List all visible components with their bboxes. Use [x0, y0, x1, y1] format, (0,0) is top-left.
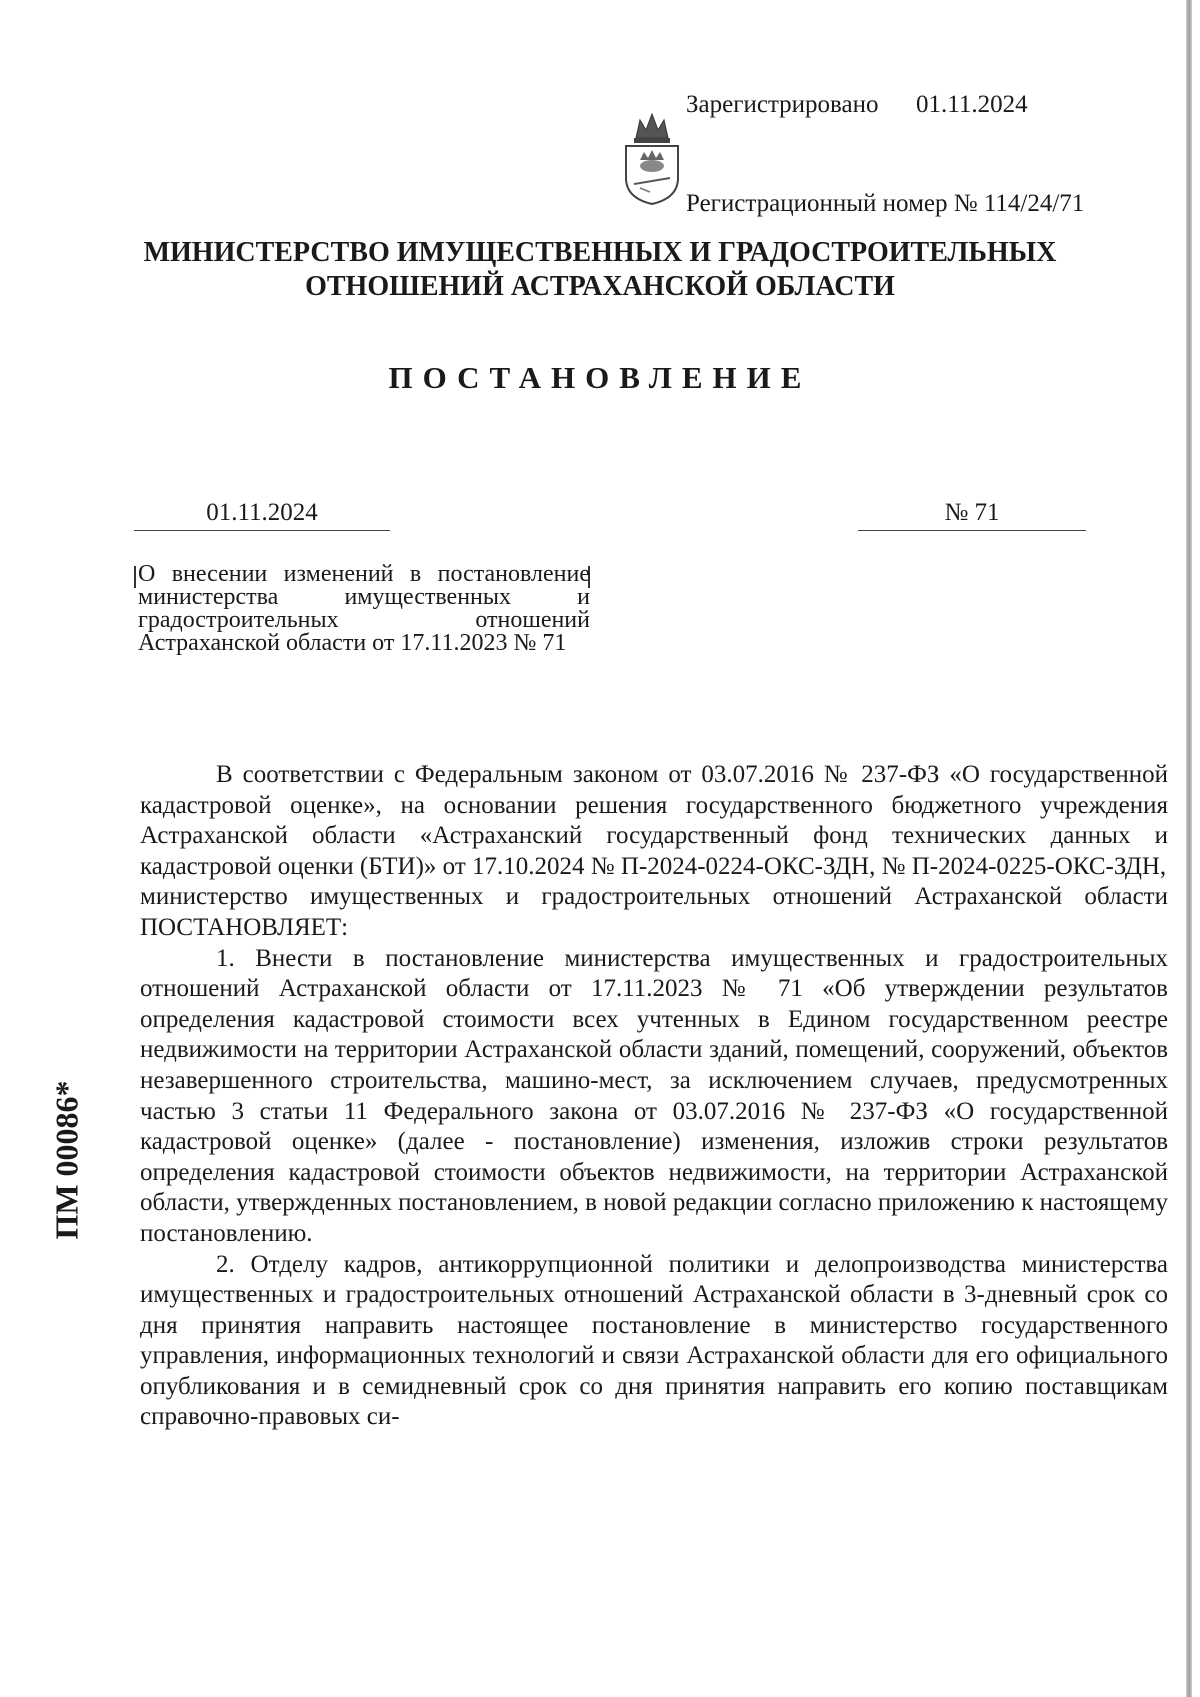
item-1-paragraph: 1. Внести в постановление министерства имущественных и градостроительных отношений Астраханской области от 17.11.2023 № 71 «Об утверждении результатов определения кадастровой стоимости всех учтенных в Едином государственном реестре недвижимости на территории Астраханской области зданий, помещений, сооружений, объектов незавершенного строительства, машино-мест, за исключением случаев, предусмотренных частью 3 статьи 11 Федерального закона от 03.07.2016 № 237-ФЗ «О государственной кадастровой оценке» (далее - постановление) изменения, изложив строки результатов определения кадастровой стоимости объектов недвижимости, на территории Астраханской области, утвержденных постановлением, в новой редакции согласно приложению к настоящему постановлению. [140, 944, 1168, 1247]
registration-date-line: Зарегистрировано 01.11.2024 [686, 91, 1028, 118]
ministry-name-line-2: ОТНОШЕНИЙ АСТРАХАНСКОЙ ОБЛАСТИ [305, 271, 895, 302]
registration-number-line: Регистрационный номер № 114/24/71 [686, 190, 1085, 217]
margin-stamp-text: ПМ 00086* [48, 1080, 85, 1240]
resolution-paragraph: министерство имущественных и градостроительных отношений Астраханской области ПОСТАНОВЛЯЕТ: [140, 883, 1168, 941]
ministry-name-line-1: МИНИСТЕРСТВО ИМУЩЕСТВЕННЫХ И ГРАДОСТРОИТЕЛЬНЫХ [143, 237, 1057, 268]
scan-edge [1186, 0, 1192, 1697]
ministry-name [120, 236, 1080, 304]
document-number: № 71 [858, 499, 1086, 531]
document-body [140, 760, 1168, 1433]
item-2-paragraph: 2. Отделу кадров, антикоррупционной политики и делопроизводства министерства имущественных и градостроительных отношений Астраханской области в 3-дневный срок со дня принятия направить настоящее постановление в министерство государственного управления, информационных технологий и связи Астраханской области для его официального опубликования и в семидневный срок со дня принятия направить его копию поставщикам справочно-правовых си- [140, 1250, 1168, 1431]
subject-bracket-left [134, 566, 136, 588]
document-type: ПОСТАНОВЛЕНИЕ [388, 360, 812, 395]
preamble-paragraph: В соответствии с Федеральным законом от 03.07.2016 № 237-ФЗ «О государственной кадастровой оценке», на основании решения государственного бюджетного учреждения Астраханской области «Астраханский государственный фонд технических данных и кадастровой оценки (БТИ)» от 17.10.2024 № П-2024-0224-ОКС-ЗДН, № П-2024-0225-ОКС-ЗДН, [140, 761, 1168, 880]
margin-stamp [37, 1010, 97, 1310]
document-subject: О внесении изменений в постановление министерства имущественных и градостроительных отношений Астраханской области от 17.11.2023 № 71 [138, 561, 590, 656]
coat-of-arms-icon [616, 108, 688, 208]
document-date: 01.11.2024 [134, 499, 390, 531]
